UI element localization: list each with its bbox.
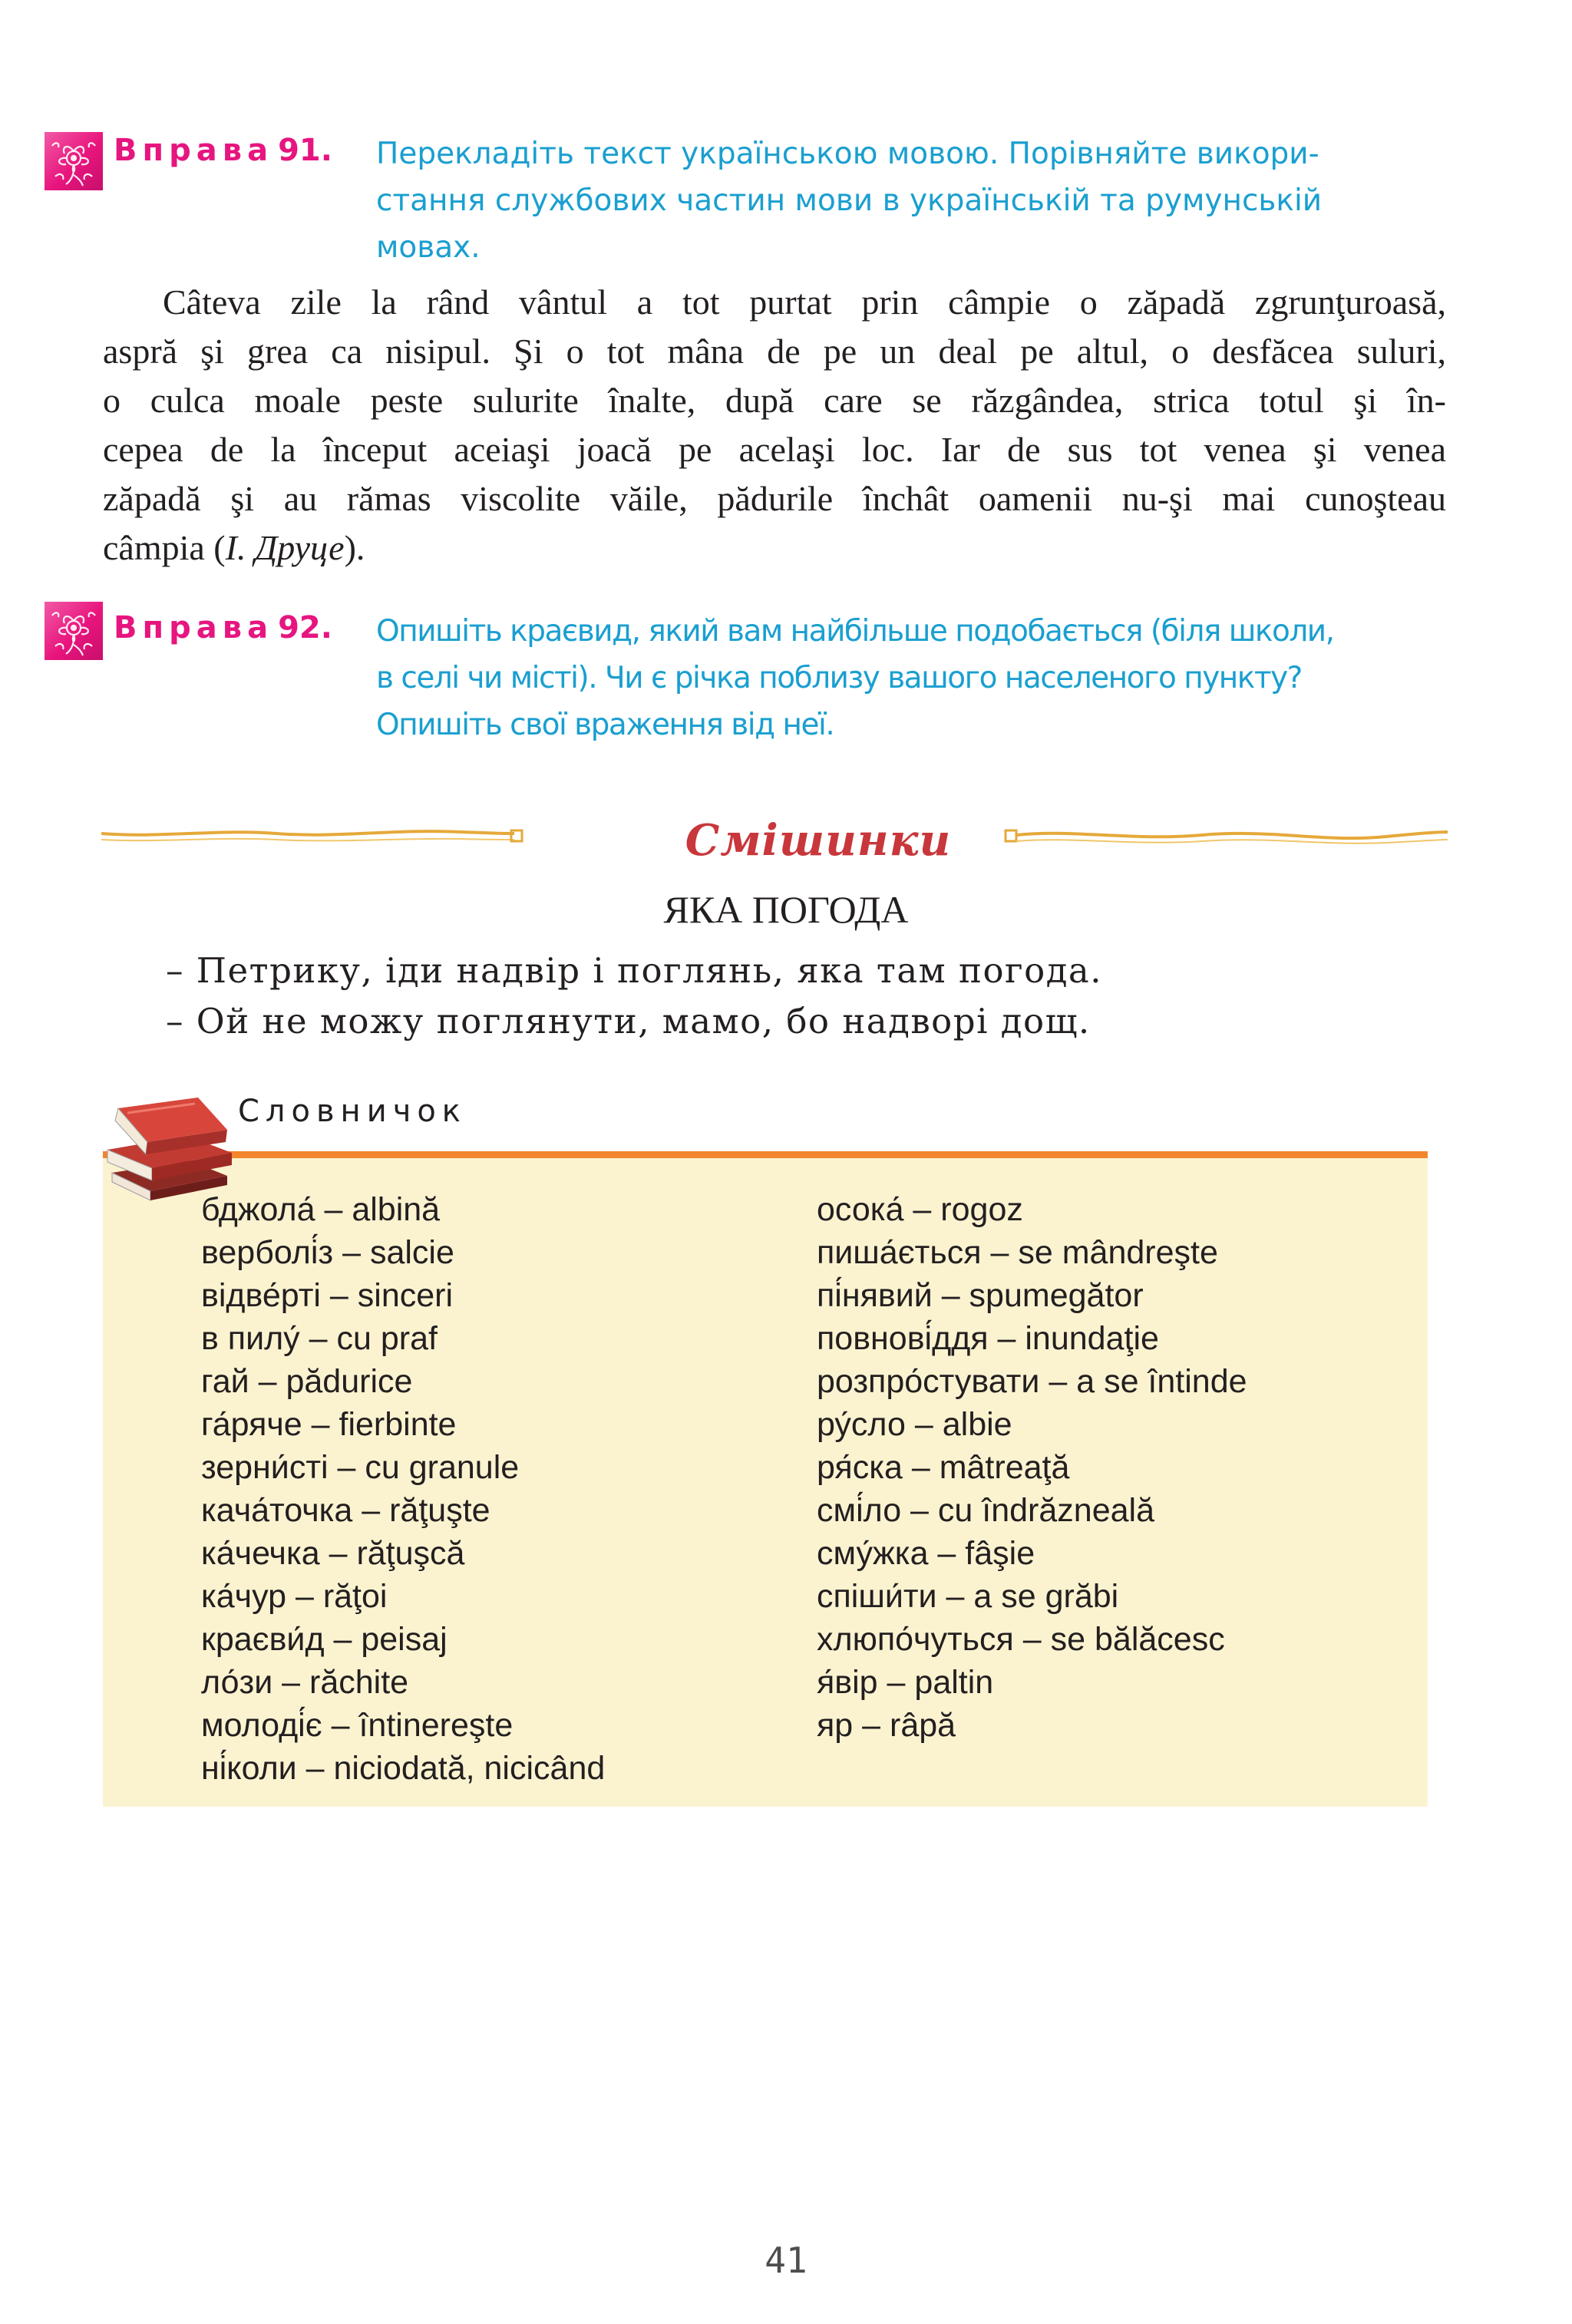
glossary-entry: розпро́стувати – a se întinde	[817, 1363, 1247, 1400]
glossary-entry: ру́сло – albie	[817, 1406, 1012, 1443]
task-line: Опишіть свої враження від неї.	[376, 708, 834, 742]
passage-line: aspră şi grea ca nisipul. Şi o tot mâna de pe un deal pe altul, o desfăcea suluri,	[103, 332, 1446, 371]
glossary-entry: пиша́ється – se mândreşte	[817, 1234, 1218, 1271]
glossary-entry: яр – râpă	[817, 1707, 956, 1744]
glossary-entry: бджола́ – albină	[201, 1191, 441, 1228]
task-line: Перекладіть текст українською мовою. Порівняйте викори-	[376, 137, 1319, 171]
joke-dialogue	[166, 946, 1102, 1047]
romanian-passage	[103, 278, 1446, 573]
glossary-entry: в пилу́ – cu praf	[201, 1320, 438, 1357]
flower-ornament-icon	[45, 132, 103, 190]
exercise-92-task	[376, 608, 1334, 748]
passage-text: câmpia (	[103, 528, 226, 567]
glossary-entry: молоді́є – întinereşte	[201, 1707, 514, 1744]
joke-line: – Ой не можу поглянути, мамо, бо надворі дощ.	[166, 1001, 1091, 1042]
glossary-entry: осока́ – rogoz	[817, 1191, 1023, 1228]
glossary-entry: смі́ло – cu îndrăzneală	[817, 1492, 1154, 1529]
exercise-91-task	[376, 130, 1322, 271]
glossary-entry: га́ряче – fierbinte	[201, 1406, 457, 1443]
glossary-entry: ло́зи – răchite	[201, 1664, 409, 1701]
glossary-entry: сму́жка – fâşie	[817, 1535, 1035, 1572]
glossary-entry: повнові́ддя – inundaţie	[817, 1320, 1159, 1357]
glossary-entry: гай – pădurice	[201, 1363, 413, 1400]
glossary-top-rule	[103, 1151, 1428, 1158]
glossary-entry: хлюпо́чуться – se bălăcesc	[817, 1621, 1225, 1658]
glossary-entry: верболі́з – salcie	[201, 1234, 454, 1271]
joke-title: ЯКА ПОГОДА	[663, 888, 909, 931]
wavy-line-ornament-left	[100, 798, 530, 883]
task-line: стання службових частин мови в українській та румунській	[376, 183, 1323, 218]
exercise-number: 91.	[278, 133, 332, 168]
exercise-label-word: Вправа	[114, 133, 274, 168]
glossary-title: Словничок	[238, 1094, 467, 1129]
exercise-number: 92.	[278, 610, 332, 645]
glossary-entry: ка́чечка – răţuşcă	[201, 1535, 465, 1572]
glossary-entry: пі́нявий – spumegător	[817, 1277, 1144, 1314]
passage-text: ).	[344, 528, 365, 567]
glossary-column-right	[817, 1188, 1247, 1747]
glossary-column-left	[201, 1188, 605, 1790]
task-line: мовах.	[376, 230, 481, 265]
glossary-entry: ря́ска – mâtreaţă	[817, 1449, 1070, 1486]
flower-ornament-icon	[45, 602, 103, 660]
glossary-entry: кача́точка – răţuşte	[201, 1492, 490, 1529]
passage-last-line	[103, 523, 1446, 573]
glossary-entry: ні́коли – niciodată, nicicând	[201, 1750, 606, 1787]
glossary-entry: ка́чур – răţoi	[201, 1578, 388, 1615]
task-line: Опишіть краєвид, який вам найбільше подобається (біля школи,	[376, 614, 1334, 649]
jokes-header-title: Смішинки	[685, 815, 952, 866]
jokes-section-header	[100, 798, 1448, 883]
glossary-entry: спіши́ти – a se grăbi	[817, 1578, 1119, 1615]
passage-line: cepea de la început aceiaşi joacă pe acelaşi loc. Iar de sus tot venea şi venea	[103, 430, 1446, 469]
wavy-line-ornament-right	[1002, 798, 1463, 883]
glossary-entry: краєви́д – peisaj	[201, 1621, 447, 1658]
passage-line: Câteva zile la rând vântul a tot purtat prin câmpie o zăpadă zgrunţuroasă,	[163, 282, 1446, 322]
glossary-entry: зерни́сті – cu granule	[201, 1449, 520, 1486]
passage-author: І. Друце	[225, 528, 345, 567]
page-number: 41	[765, 2240, 807, 2281]
glossary-entry: відве́рті – sinceri	[201, 1277, 454, 1314]
passage-line: o culca moale peste sulurite înalte, după care se răzgândea, strica totul şi în-	[103, 381, 1446, 420]
exercise-label-word: Вправа	[114, 610, 274, 645]
books-stack-icon	[97, 1075, 243, 1205]
exercise-91-label	[114, 133, 332, 168]
exercise-92-label	[114, 610, 332, 645]
glossary-entry: я́вір – paltin	[817, 1664, 994, 1701]
task-line: в селі чи місті). Чи є річка поблизу вашого населеного пункту?	[376, 661, 1302, 695]
joke-line: – Петрику, іди надвір і поглянь, яка там погода.	[166, 950, 1103, 991]
passage-line: zăpadă şi au rămas viscolite văile, pădurile închât oamenii nu-şi mai cunoşteau	[103, 479, 1446, 518]
